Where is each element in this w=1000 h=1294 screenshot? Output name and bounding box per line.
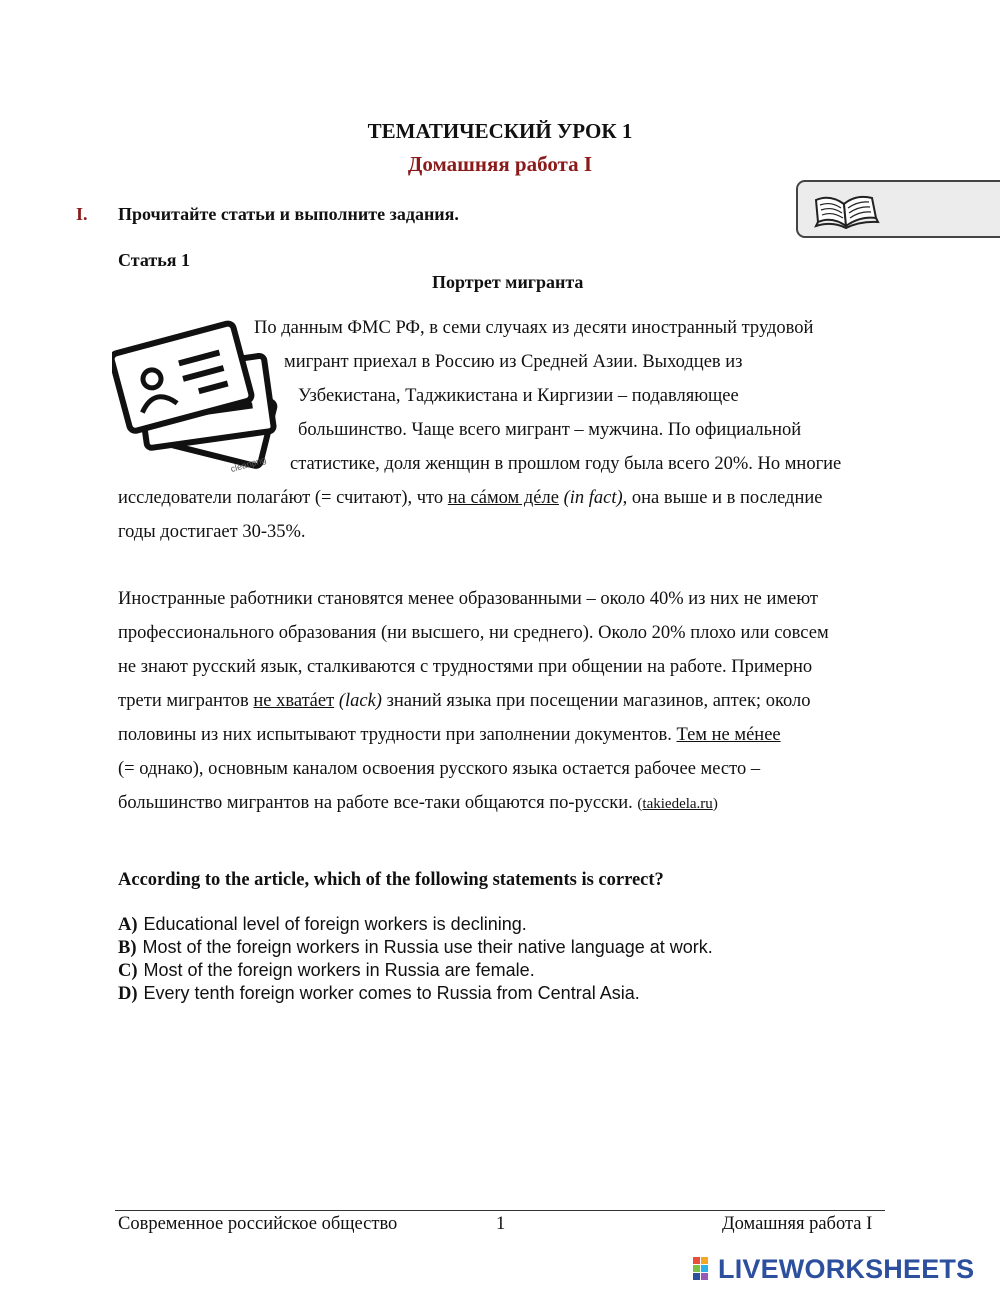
brand-name: LIVEWORKSHEETS xyxy=(718,1253,975,1284)
article-title: Портрет мигранта xyxy=(432,272,584,292)
vocab-translation: (lack) xyxy=(334,691,382,711)
answer-option[interactable] xyxy=(118,914,527,936)
page-number: 1 xyxy=(496,1214,506,1234)
article-line xyxy=(118,792,718,815)
section-instruction: Прочитайте статьи и выполните задания. xyxy=(118,204,459,224)
option-letter: C) xyxy=(118,961,138,981)
text-span: знаний языка при посещении магазинов, аптек; около xyxy=(381,691,811,711)
article-line: мигрант приехал в Россию из Средней Азии. Выходцев из xyxy=(284,352,743,372)
vocab-translation: (in fact) xyxy=(558,488,623,508)
page-subtitle: Домашняя работа I xyxy=(407,152,593,176)
article-line: Иностранные работники становятся менее образованными – около 40% из них не имеют xyxy=(118,589,818,609)
article-line: Узбекистана, Таджикистана и Киргизии – подавляющее xyxy=(298,386,739,406)
id-cards-illustration xyxy=(112,315,282,475)
source-open: ( xyxy=(637,796,643,812)
text-span: большинство мигрантов на работе все-таки общаются по-русски. xyxy=(118,793,638,813)
id-cards-icon xyxy=(112,322,275,467)
vocab-term: Тем не мéнее xyxy=(676,725,781,745)
option-letter: A) xyxy=(118,915,138,935)
article-line xyxy=(118,487,822,509)
article-line xyxy=(118,724,781,746)
text-span: трети мигрантов xyxy=(118,691,254,711)
article-line: большинство. Чаще всего мигрант – мужчина. По официальной xyxy=(298,420,802,440)
article-line: статистике, доля женщин в прошлом году была всего 20%. Но многие xyxy=(290,454,842,474)
option-text: Educational level of foreign workers is declining. xyxy=(143,914,527,934)
answer-option[interactable] xyxy=(118,937,713,959)
liveworksheets-logo[interactable] xyxy=(692,1254,974,1284)
page-title: ТЕМАТИЧЕСКИЙ УРОК 1 xyxy=(367,119,633,143)
liveworksheets-icon xyxy=(692,1256,718,1282)
text-span: половины из них испытывают трудности при заполнении документов. xyxy=(118,725,677,745)
article-line: (= однако), основным каналом освоения русского языка остается рабочее место – xyxy=(118,759,761,779)
answer-option[interactable] xyxy=(118,983,640,1005)
answer-option[interactable] xyxy=(118,960,535,982)
text-span: исследователи полагáют (= считают), что xyxy=(118,488,448,508)
book-icon xyxy=(810,188,880,230)
option-letter: D) xyxy=(118,984,138,1004)
option-letter: B) xyxy=(118,938,137,958)
option-text: Every tenth foreign worker comes to Russia from Central Asia. xyxy=(143,983,640,1003)
footer-divider xyxy=(115,1210,885,1211)
article-label: Статья 1 xyxy=(118,250,190,270)
vocab-term: на сáмом дéле xyxy=(447,488,559,508)
vocab-term: не хватáет xyxy=(253,691,335,711)
question-text: According to the article, which of the following statements is correct? xyxy=(118,870,664,890)
source-link[interactable]: takiedela.ru xyxy=(642,796,713,812)
reading-badge xyxy=(796,180,1000,238)
text-span: , она выше и в последние xyxy=(622,488,823,508)
footer-assignment: Домашняя работа I xyxy=(722,1214,873,1234)
image-watermark: cleanpng xyxy=(229,454,268,475)
source-close: ) xyxy=(712,796,718,812)
option-text: Most of the foreign workers in Russia are female. xyxy=(143,960,535,980)
footer-course: Современное российское общество xyxy=(118,1214,398,1234)
article-line: годы достигает 30-35%. xyxy=(118,522,306,542)
article-line xyxy=(118,690,811,712)
article-line: не знают русский язык, сталкиваются с трудностями при общении на работе. Примерно xyxy=(118,657,813,677)
option-text: Most of the foreign workers in Russia use their native language at work. xyxy=(142,937,713,957)
article-line: По данным ФМС РФ, в семи случаях из десяти иностранный трудовой xyxy=(254,318,814,338)
article-line: профессионального образования (ни высшего, ни среднего). Около 20% плохо или совсем xyxy=(118,623,829,643)
section-number: I. xyxy=(76,204,88,224)
